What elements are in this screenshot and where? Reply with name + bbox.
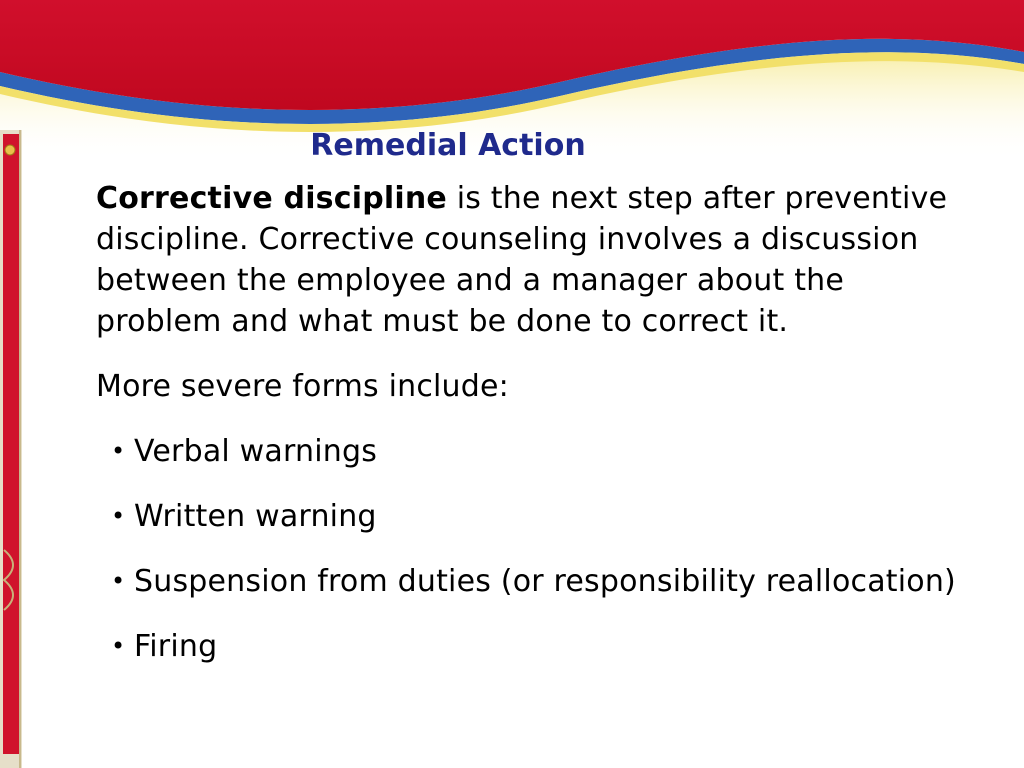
bullet-list (96, 431, 956, 667)
side-border (0, 130, 28, 768)
intro-term: Corrective discipline (96, 181, 447, 216)
intro-text: is the next step after preventive discipline. Corrective counseling involves a discussion between the employee and a manager about the problem and what must be done to correct it. (96, 181, 948, 339)
bullet-item (96, 496, 956, 537)
bullet-text: Verbal warnings (134, 434, 378, 469)
bullet-icon: • (111, 502, 126, 530)
bullet-item (96, 431, 956, 472)
bullet-icon: • (111, 567, 126, 595)
bullet-icon: • (111, 437, 126, 465)
bullet-item (96, 561, 956, 602)
forms-heading: More severe forms include: (96, 369, 509, 404)
bullet-item (96, 626, 956, 667)
bullet-text: Written warning (134, 499, 377, 534)
slide-body (96, 178, 956, 691)
bullet-text: Firing (134, 629, 218, 664)
bullet-icon: • (111, 632, 126, 660)
bullet-text: Suspension from duties (or responsibility reallocation) (134, 564, 956, 599)
slide-title: Remedial Action (310, 128, 586, 163)
intro-paragraph (96, 178, 956, 342)
